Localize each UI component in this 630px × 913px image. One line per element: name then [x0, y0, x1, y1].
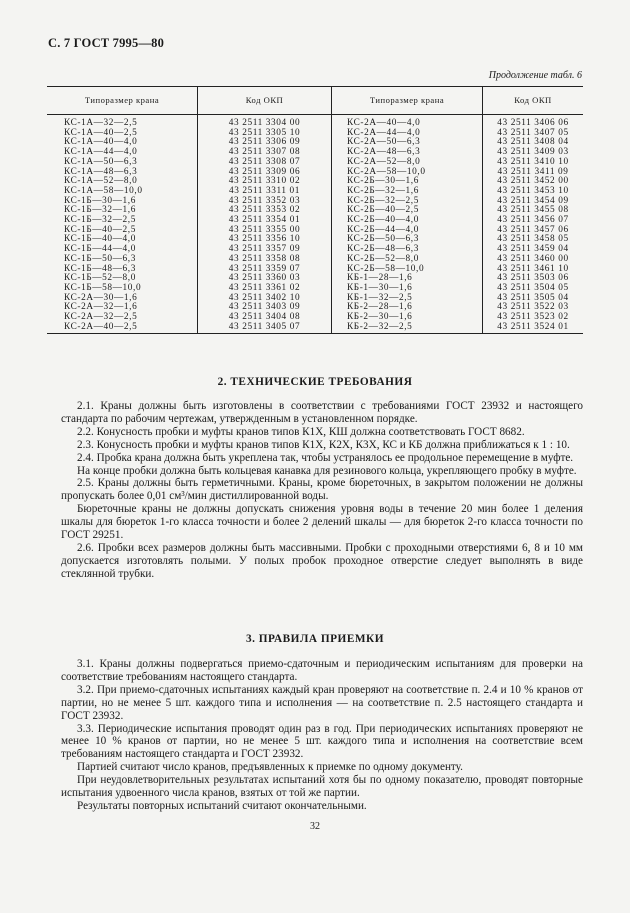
okp-code-cell: 43 2511 3461 10	[497, 263, 569, 274]
crane-size-cell: КС-1Б—50—6,3	[47, 255, 198, 265]
paragraph: На конце пробки должна быть кольцевая канавка для резинового кольца, укрепляющего пробку в муфте.	[77, 464, 577, 477]
crane-size-cell: КС-2Б—50—6,3	[332, 235, 483, 245]
okp-code-cell: 43 2511 3305 10	[198, 129, 332, 139]
okp-code-cell: 43 2511 3310 02	[198, 177, 332, 187]
okp-code-cell: 43 2511 3402 10	[198, 294, 332, 304]
table-continuation-label: Продолжение табл. 6	[488, 70, 582, 81]
crane-size-cell: КС-2Б—58—10,0	[332, 265, 483, 275]
crane-size-cell: КС-1А—48—6,3	[47, 168, 198, 178]
crane-size-cell: КС-2А—30—1,6	[47, 294, 198, 304]
crane-size-cell: КС-1Б—48—6,3	[47, 265, 198, 275]
okp-code-cell: 43 2511 3522 03	[497, 302, 569, 313]
column-header: Типоразмер крана	[47, 87, 198, 115]
crane-size-cell: КС-2А—50—6,3	[332, 138, 483, 148]
crane-size-cell: КС-2А—48—6,3	[332, 148, 483, 158]
okp-code-cell: 43 2511 3458 05	[497, 234, 569, 245]
crane-size-cell: КС-2А—32—2,5	[47, 313, 198, 323]
okp-code-cell: 43 2511 3404 08	[198, 313, 332, 323]
okp-code-cell: 43 2511 3307 08	[198, 148, 332, 158]
okp-code-cell: 43 2511 3308 07	[198, 158, 332, 168]
okp-code-cell: 43 2511 3359 07	[198, 265, 332, 275]
section-2-body	[61, 400, 583, 581]
crane-size-cell: КС-1А—32—2,5	[47, 115, 198, 129]
paragraph: 2.5. Краны должны быть герметичными. Краны, кроме бюреточных, в закрытом положении не должны пропускать более 0,01 см³/мин дистиллированной воды.	[61, 477, 583, 503]
column-header: Код ОКП	[483, 87, 584, 115]
crane-size-cell: КС-2А—44—4,0	[332, 129, 483, 139]
paragraph: 2.3. Конусность пробки и муфты кранов типов К1Х, К2Х, К3Х, КС и КБ должна приближаться к 1 : 10.	[77, 438, 570, 451]
crane-size-cell: КБ-2—28—1,6	[332, 303, 483, 313]
okp-code-cell: 43 2511 3353 02	[198, 206, 332, 216]
okp-code-cell: 43 2511 3358 08	[198, 255, 332, 265]
crane-size-cell: КС-2Б—48—6,3	[332, 245, 483, 255]
crane-size-cell: КС-1Б—40—4,0	[47, 235, 198, 245]
crane-size-cell: КС-1Б—58—10,0	[47, 284, 198, 294]
crane-size-cell: КС-2А—40—2,5	[47, 323, 198, 334]
paragraph: Бюреточные краны не должны допускать снижения уровня воды в течение 20 мин более 1 деления шкалы для бюреток 1-го класса точности и более 2 делений шкалы — для бюреток 2-го класса точности по ГОСТ 29251.	[61, 503, 583, 542]
table-header-row	[47, 87, 583, 115]
crane-size-cell: КС-1А—40—4,0	[47, 138, 198, 148]
page-number: 32	[310, 821, 320, 832]
okp-code-cell: 43 2511 3409 03	[497, 147, 569, 158]
crane-size-cell: КС-2Б—40—2,5	[332, 206, 483, 216]
okp-code-cell: 43 2511 3408 04	[497, 137, 569, 148]
table-body	[47, 115, 583, 334]
okp-code-table	[47, 86, 583, 334]
crane-size-cell: КС-1А—52—8,0	[47, 177, 198, 187]
okp-code-cell: 43 2511 3455 08	[497, 205, 569, 216]
okp-code-cell: 43 2511 3352 03	[198, 197, 332, 207]
okp-code-cell: 43 2511 3311 01	[198, 187, 332, 197]
crane-size-cell: КС-1А—50—6,3	[47, 158, 198, 168]
crane-size-cell: КС-2Б—30—1,6	[332, 177, 483, 187]
okp-code-cell: 43 2511 3452 00	[497, 176, 569, 187]
okp-code-cell: 43 2511 3523 02	[497, 312, 569, 323]
paragraph: 3.2. При приемо-сдаточных испытаниях каждый кран проверяют на соответствие п. 2.4 и 10 % кранов от партии, но не менее 5 шт. каждого типа и исполнения — на соответствие п. 2.5 настоящего стандарта и ГОСТ 23932.	[61, 683, 583, 722]
crane-size-cell: КС-1А—44—4,0	[47, 148, 198, 158]
crane-size-cell: КС-2Б—44—4,0	[332, 226, 483, 236]
crane-size-cell: КС-1А—40—2,5	[47, 129, 198, 139]
okp-code-cell: 43 2511 3361 02	[198, 284, 332, 294]
paragraph: 2.1. Краны должны быть изготовлены в соответствии с требованиями ГОСТ 23932 и настоящего стандарта по рабочим чертежам, утвержденным в установленном порядке.	[61, 400, 583, 425]
crane-size-cell: КБ-2—30—1,6	[332, 313, 483, 323]
paragraph: 3.3. Периодические испытания проводят один раз в год. При периодических испытаниях проверяют не менее 10 % кранов от партии, но не менее 5 шт. каждого типа и исполнения на соответствие всем требованиям настоящего стандарта и ГОСТ 23932.	[61, 722, 583, 761]
crane-size-cell: КБ-2—32—2,5	[332, 323, 483, 334]
okp-code-cell: 43 2511 3503 06	[497, 273, 569, 284]
crane-size-cell: КС-1Б—32—1,6	[47, 206, 198, 216]
column-header: Код ОКП	[198, 87, 332, 115]
okp-code-cell: 43 2511 3457 06	[497, 224, 569, 235]
section-2-title: 2. ТЕХНИЧЕСКИЕ ТРЕБОВАНИЯ	[217, 376, 413, 388]
column-header: Типоразмер крана	[332, 87, 483, 115]
crane-size-cell: КС-2Б—52—8,0	[332, 255, 483, 265]
crane-size-cell: КС-2А—52—8,0	[332, 158, 483, 168]
okp-code-cell: 43 2511 3524 01	[483, 323, 584, 334]
okp-code-cell: 43 2511 3410 10	[497, 156, 569, 167]
paragraph: Партией считают число кранов, предъявленных к приемке по одному документу.	[77, 761, 463, 774]
paragraph: Результаты повторных испытаний считают окончательными.	[77, 799, 367, 812]
crane-size-cell: КБ-1—30—1,6	[332, 284, 483, 294]
okp-code-cell: 43 2511 3454 09	[497, 195, 569, 206]
crane-size-cell: КС-1Б—32—2,5	[47, 216, 198, 226]
crane-size-cell: КС-2Б—40—4,0	[332, 216, 483, 226]
okp-code-cell: 43 2511 3459 04	[497, 244, 569, 255]
page-header-title: С. 7 ГОСТ 7995—80	[48, 36, 165, 50]
crane-size-cell: КС-2Б—32—2,5	[332, 197, 483, 207]
crane-size-cell: КБ-1—32—2,5	[332, 294, 483, 304]
okp-code-cell: 43 2511 3309 06	[198, 168, 332, 178]
section-3-title: 3. ПРАВИЛА ПРИЕМКИ	[245, 633, 385, 645]
crane-size-cell: КС-1Б—52—8,0	[47, 274, 198, 284]
okp-code-cell: 43 2511 3306 09	[198, 138, 332, 148]
crane-size-cell: КС-2А—40—4,0	[332, 115, 483, 129]
crane-size-cell: КБ-1—28—1,6	[332, 274, 483, 284]
paragraph: 2.4. Пробка крана должна быть укреплена так, чтобы устранялось ее продольное перемещение в муфте.	[77, 451, 574, 464]
okp-code-cell: 43 2511 3505 04	[497, 292, 569, 303]
okp-code-cell: 43 2511 3360 03	[198, 274, 332, 284]
okp-code-cell: 43 2511 3354 01	[198, 216, 332, 226]
crane-size-cell: КС-1Б—40—2,5	[47, 226, 198, 236]
section-3-body	[61, 658, 583, 813]
okp-code-cell: 43 2511 3453 10	[497, 185, 569, 196]
paragraph: При неудовлетворительных результатах испытаний хотя бы по одному показателю, проводят повторные испытания удвоенного числа кранов, взятых от той же партии.	[61, 774, 583, 800]
okp-code-cell: 43 2511 3504 05	[497, 282, 569, 293]
okp-code-cell: 43 2511 3460 00	[497, 253, 569, 264]
crane-size-cell: КС-2Б—32—1,6	[332, 187, 483, 197]
okp-code-cell: 43 2511 3411 09	[497, 166, 569, 177]
okp-code-cell: 43 2511 3456 07	[497, 215, 569, 226]
okp-code-cell: 43 2511 3406 06	[497, 118, 569, 128]
okp-code-cell: 43 2511 3356 10	[198, 235, 332, 245]
okp-code-cell: 43 2511 3355 00	[198, 226, 332, 236]
okp-code-cell: 43 2511 3304 00	[198, 115, 332, 129]
table-row	[47, 115, 583, 129]
crane-size-cell: КС-2А—32—1,6	[47, 303, 198, 313]
crane-size-cell: КС-1Б—30—1,6	[47, 197, 198, 207]
okp-code-cell: 43 2511 3407 05	[497, 127, 569, 138]
paragraph: 2.2. Конусность пробки и муфты кранов типов К1Х, КШ должна соответствовать ГОСТ 8682.	[77, 425, 525, 438]
okp-code-cell: 43 2511 3403 09	[198, 303, 332, 313]
paragraph: 3.1. Краны должны подвергаться приемо-сдаточным и периодическим испытаниям для проверки на соответствие требованиям настоящего стандарта.	[61, 658, 583, 683]
okp-code-cell: 43 2511 3357 09	[198, 245, 332, 255]
table-row	[47, 323, 583, 334]
okp-code-cell: 43 2511 3405 07	[198, 323, 332, 334]
paragraph: 2.6. Пробки всех размеров должны быть массивными. Пробки с проходными отверстиями 6, 8 и 10 мм допускается изготовлять полыми. У полых пробок проходное отверстие следует выполнять в виде стеклянной трубки.	[61, 541, 583, 580]
crane-size-cell: КС-2А—58—10,0	[332, 168, 483, 178]
crane-size-cell: КС-1А—58—10,0	[47, 187, 198, 197]
crane-size-cell: КС-1Б—44—4,0	[47, 245, 198, 255]
